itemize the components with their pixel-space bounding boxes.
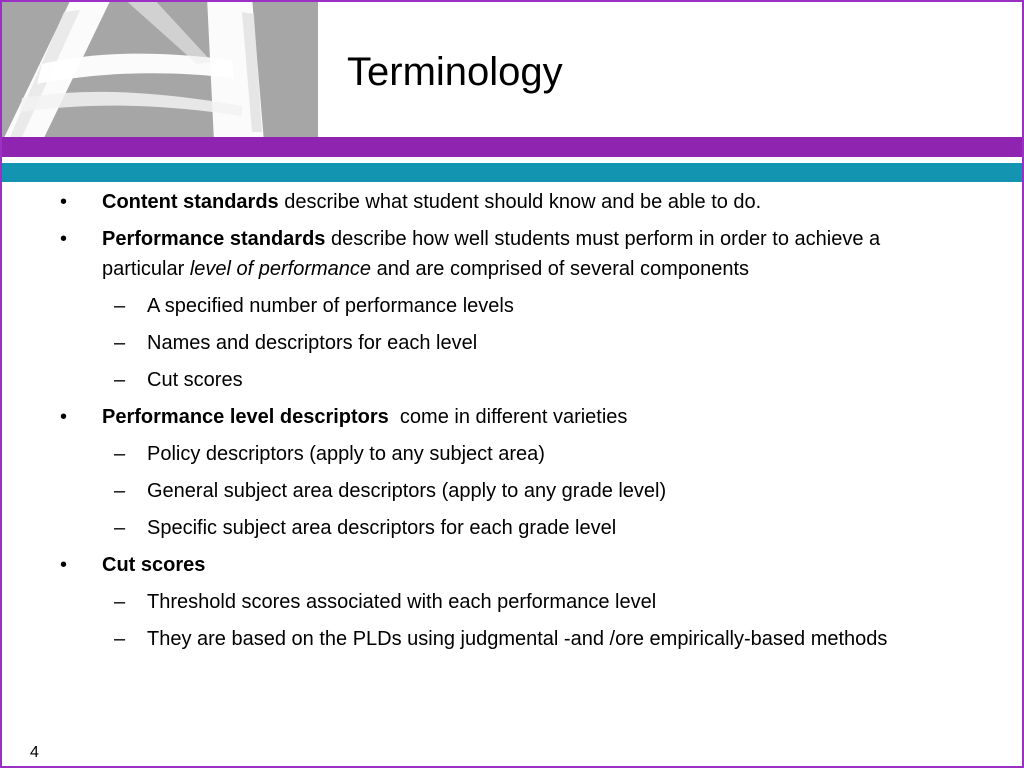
sub-bullet-item — [2, 587, 947, 617]
sub-bullet-mark: – — [114, 332, 126, 354]
bullet-text: describe how well students must perform in order to achieve a particular — [102, 228, 881, 280]
sub-bullet-mark: – — [114, 295, 126, 317]
bullet-term: Performance standards — [102, 228, 326, 250]
sub-bullet-text: General subject area descriptors (apply to any grade level) — [147, 480, 667, 502]
bullet-text: and are comprised of several components — [371, 258, 749, 280]
sub-bullet-text: Names and descriptors for each level — [147, 332, 478, 354]
bullet-term: Content standards — [102, 191, 279, 213]
sub-bullet-text: Policy descriptors (apply to any subject area) — [147, 443, 545, 465]
slide-title: Terminology — [347, 50, 563, 94]
bullet-mark: • — [60, 554, 68, 576]
logo-graphic — [2, 2, 318, 137]
bullet-text: describe what student should know and be able to do. — [278, 191, 762, 213]
sub-bullet-mark: – — [114, 480, 126, 502]
sub-bullet-mark: – — [114, 591, 126, 613]
bullet-item — [2, 187, 922, 217]
sub-bullet-text: A specified number of performance levels — [147, 295, 514, 317]
bullet-item — [2, 224, 922, 284]
bullet-item — [2, 402, 922, 432]
bullet-term: Performance level descriptors — [102, 406, 389, 428]
sub-bullet-text: They are based on the PLDs using judgmental -and /ore empirically-based methods — [147, 628, 888, 650]
sub-bullet-item — [2, 439, 947, 469]
sub-bullet-item — [2, 476, 947, 506]
sub-bullet-mark: – — [114, 369, 126, 391]
bullet-mark: • — [60, 228, 68, 250]
sub-bullet-item — [2, 328, 947, 358]
sub-bullet-mark: – — [114, 628, 126, 650]
bullet-mark: • — [60, 191, 68, 213]
sub-bullet-item — [2, 291, 947, 321]
slide-content — [2, 185, 1022, 654]
sub-bullet-mark: – — [114, 443, 126, 465]
sub-bullet-item — [2, 365, 947, 395]
bullet-item — [2, 550, 922, 580]
sub-bullet-item — [2, 624, 947, 654]
letter-a-brush-logo-icon — [2, 2, 318, 137]
bullet-text: come in different varieties — [388, 406, 628, 428]
bullet-term: Cut scores — [102, 554, 206, 576]
bullet-italic-text: level of performance — [189, 258, 372, 280]
sub-bullet-item — [2, 513, 947, 543]
bullet-mark: • — [60, 406, 68, 428]
sub-bullet-text: Specific subject area descriptors for each grade level — [147, 517, 617, 539]
header-purple-bar — [2, 137, 1022, 157]
sub-bullet-text: Cut scores — [147, 369, 243, 391]
sub-bullet-mark: – — [114, 517, 126, 539]
header-teal-bar — [2, 163, 1022, 182]
slide-number: 4 — [30, 744, 39, 761]
sub-bullet-text: Threshold scores associated with each performance level — [147, 591, 657, 613]
